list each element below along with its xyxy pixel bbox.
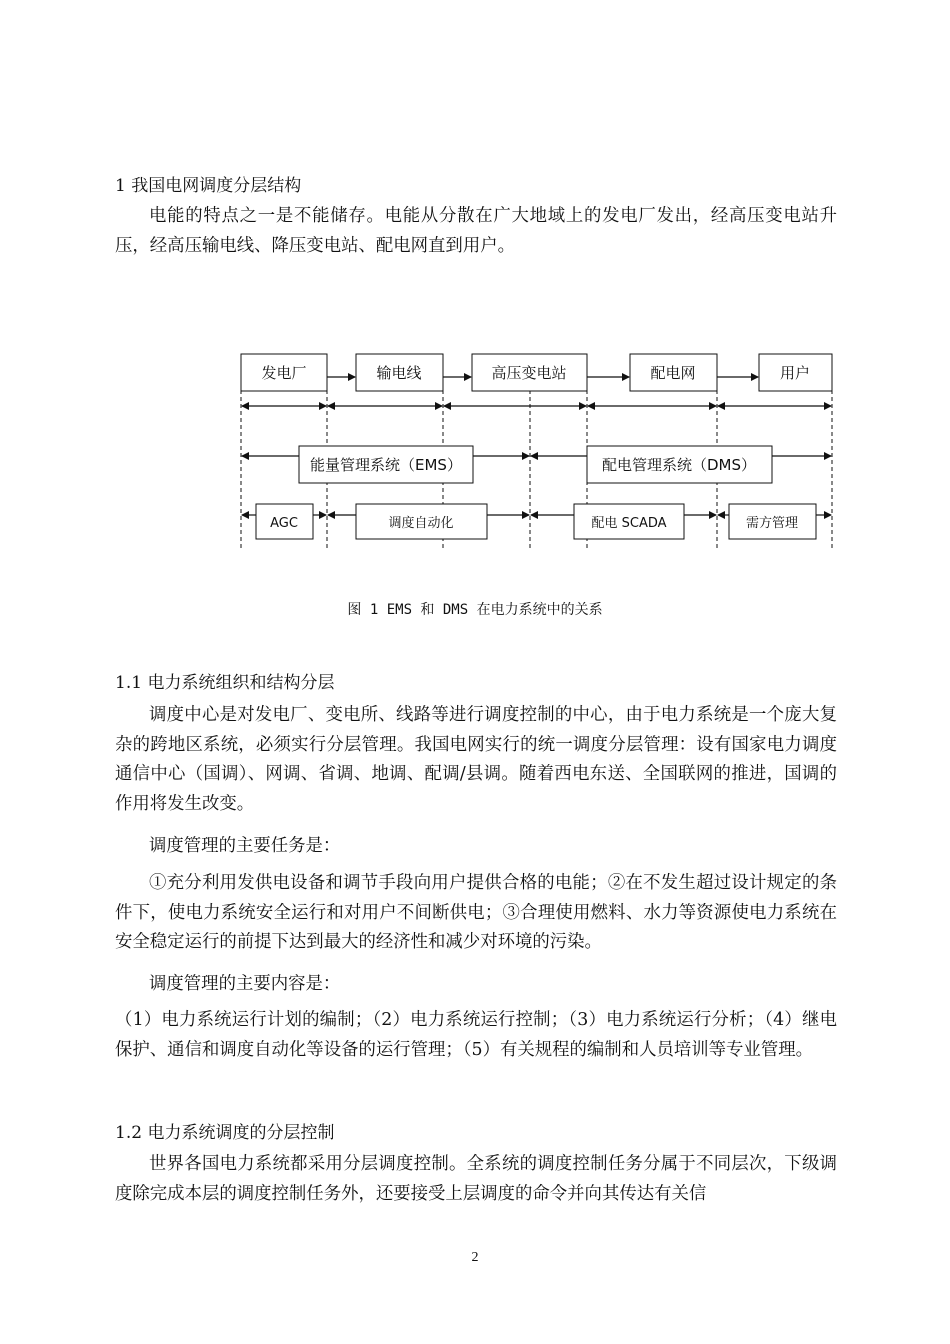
section-1-1-paragraph-5: （1）电力系统运行计划的编制；（2）电力系统运行控制；（3）电力系统运行分析；（4）继电保护、通信和调度自动化等设备的运行管理；（5）有关规程的编制和人员培训等专业管理。 (115, 1010, 837, 1060)
section-1-1-paragraph-3: ①充分利用发供电设备和调节手段向用户提供合格的电能；②在不发生超过设计规定的条件下，使电力系统安全运行和对用户不间断供电；③合理使用燃料、水力等资源使电力系统在安全稳定运行的前提下达到最大的经济性和减少对环境的污染。 (115, 873, 837, 952)
label-distribution-scada: 配电 SCADA (591, 516, 667, 531)
section-1-2-paragraph-1: 世界各国电力系统都采用分层调度控制。全系统的调度控制任务分属于不同层次，下级调度除完成本层的调度控制任务外，还要接受上层调度的命令并向其传达有关信 (115, 1154, 837, 1204)
section-1-paragraph: 电能的特点之一是不能储存。电能从分散在广大地域上的发电厂发出，经高压变电站升压，经高压输电线、降压变电站、配电网直到用户。 (115, 206, 837, 256)
page-number: 2 (471, 1250, 479, 1265)
ems-dms-diagram (0, 0, 950, 560)
section-1-1-heading: 1.1 电力系统组织和结构分层 (115, 673, 335, 693)
section-1-1-paragraph-1: 调度中心是对发电厂、变电所、线路等进行调度控制的中心，由于电力系统是一个庞大复杂的跨地区系统，必须实行分层管理。我国电网实行的统一调度分层管理：设有国家电力调度通信中心（国调）、网调、省调、地调、配调/县调。随着西电东送、全国联网的推进，国调的作用将发生改变。 (115, 705, 837, 814)
label-power-plant: 发电厂 (261, 364, 307, 382)
section-1-heading: 1 我国电网调度分层结构 (115, 176, 302, 196)
label-dms: 配电管理系统（DMS） (601, 456, 757, 474)
figure-caption: 图 1 EMS 和 DMS 在电力系统中的关系 (347, 602, 603, 618)
label-consumer: 用户 (779, 364, 811, 382)
section-1-1-paragraph-2: 调度管理的主要任务是： (149, 836, 341, 856)
label-agc: AGC (270, 516, 298, 531)
section-1-1-paragraph-4: 调度管理的主要内容是： (149, 974, 341, 994)
label-dispatch-automation: 调度自动化 (388, 516, 454, 531)
label-transmission-line: 输电线 (376, 364, 422, 382)
label-ems: 能量管理系统（EMS） (310, 456, 462, 474)
label-demand-management: 需方管理 (745, 516, 799, 531)
label-hv-substation: 高压变电站 (491, 364, 567, 382)
label-distribution-network: 配电网 (650, 364, 696, 382)
section-1-2-heading: 1.2 电力系统调度的分层控制 (115, 1123, 335, 1143)
